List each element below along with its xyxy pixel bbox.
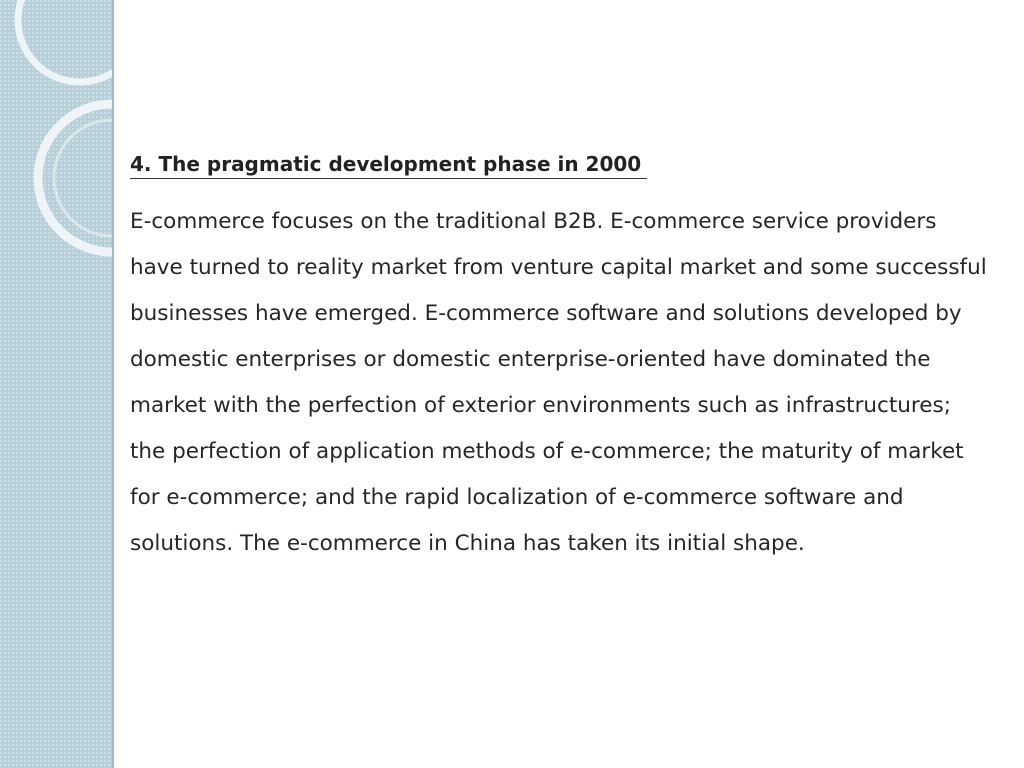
decorative-rings-icon	[0, 0, 114, 320]
slide-heading: 4. The pragmatic development phase in 2000	[130, 152, 642, 176]
slide-content	[130, 150, 990, 567]
slide-paragraph: E-commerce focuses on the traditional B2B. E-commerce service providers have turned to reality market from venture capital market and some successful businesses have emerged. E-commerce software and solutions developed by domestic enterprises or domestic enterprise-oriented have dominated the market with the perfection of exterior environments such as infrastructures; the perfection of application methods of e-commerce; the maturity of market for e-commerce; and the rapid localization of e-commerce software and solutions. The e-commerce in China has taken its initial shape.	[130, 209, 987, 556]
decorative-side-band	[0, 0, 114, 768]
heading-underline	[130, 150, 647, 179]
